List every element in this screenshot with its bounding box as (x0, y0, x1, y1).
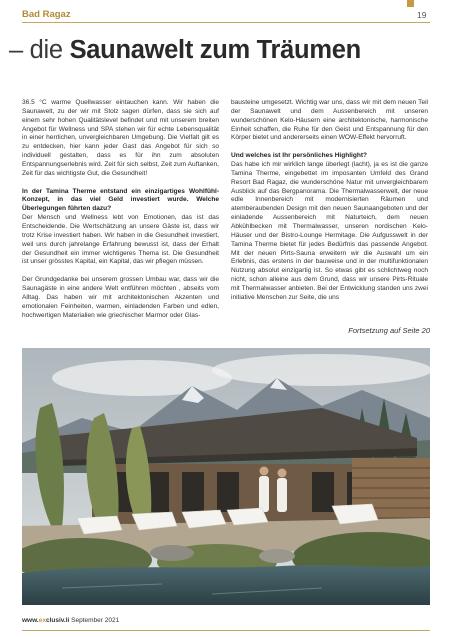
headline-prefix: – die (9, 36, 70, 64)
paragraph-text: bausteine umgesetzt. Wichtig war uns, dass wir mit dem neuen Teil der Saunawelt und dem Aussenbereich mit unseren wunderschönen Kelo-Häusern eine architektonische, harmonische Einheit schaffen, die Ruhe für den Geist und Entspannung für den Körper bietet und andererseits einen WOW-Effekt hervorruft. (231, 99, 428, 142)
section-label: Bad Ragaz (22, 9, 71, 20)
footer-url-prefix: www. (22, 617, 39, 624)
interview-block (22, 188, 219, 268)
continue-note: Fortsetzung auf Seite 20 (348, 326, 430, 335)
paragraph-text: Der Mensch und Wellness lebt von Emotionen, das ist das Entscheidende. Die Wertschätzung an unsere Gäste ist, dass wir trotz Krise investiert haben. Wir haben in die Gesundheit investiert, weil uns durch jahrelange Erfahrung bewusst ist, dass der Erhalt der Gesundheit ein immer wichtigeres Thema ist. Die Gesundheit ist unser grösstes Kapital, ein Kapital, das wir pflegen müssen. (22, 214, 219, 266)
paragraph-text: Der Grundgedanke bei unserem grossen Umbau war, dass wir die Saunagäste in eine andere Welt entführen möchten , abseits vom Alltag. Das haben wir mit architektonischen Akzenten und emotionalen Feinheiten, warmen, einladenden Farben und edlen, hochwertigen Materialien wie griechischer Marmor oder Glas- (22, 276, 219, 319)
top-rule (22, 22, 430, 23)
interview-question: Und welches ist Ihr persönliches Highlight? (231, 152, 368, 160)
paragraph-text: 36.5 °C warme Quellwasser eintauchen kann. Wir haben die Saunawelt, zu der wir mit Stolz sagen dürfen, dass sie sich auf einem sehr hohen Qualitätslevel befindet und mit unserem breiten Angebot für Wellness und SPA stehen wir für echte Lebensqualität in einer herrlichen, unvergleichbaren Umgebung. Die Vielfalt gilt es zu entdecken, hier kann jeder Gast das Angebot für sich so individuell gestalten, dass es für ihn zum absoluten Entspannungserlebnis wird. Zeit für sich selbst, Zeit zum Auftanken, Zeit für das wichtigste Gut, die Gesundheit! (22, 99, 219, 177)
accent-square (407, 0, 414, 7)
text-column-left (22, 99, 219, 329)
interview-question: In der Tamina Therme entstand ein einzigartiges Wohlfühl-Konzept, in das viel Geld investiert wurde. Welche Überlegungen führten dazu? (22, 187, 219, 213)
headline (9, 36, 361, 65)
footer-url-rest: clusiv.li (45, 617, 70, 624)
text-column-right (231, 99, 428, 312)
headline-title: Saunawelt zum Träumen (69, 36, 361, 64)
paragraph (22, 99, 219, 179)
sauna-garden-photo (22, 348, 430, 605)
paragraph (231, 99, 428, 143)
interview-block (231, 152, 428, 302)
bottom-rule (22, 630, 430, 631)
page-number: 19 (417, 10, 427, 20)
footer-url-ex: ex (38, 617, 46, 624)
footer (22, 617, 119, 624)
footer-issue: September 2021 (69, 617, 120, 624)
paragraph-text: Das habe ich mir wirklich lange überlegt (lacht), ja es ist die ganze Tamina Therme, eingebettet im imposanten Umfeld des Grand Resort Bad Ragaz, die wunderschöne Natur mit unvergleichbarem Ausblick auf das Bergpanorama. Die Thermalwasserwelt, der neue edle Innenbereich mit modernisierten Räumen und atemberaubenden Design mit den neuen Saunaangeboten und der einladende Aussenbereich mit Naturteich, dem neuen Abkühlbecken mit Thermalwasser, unseren nordischen Kelo-Häuser und der Bistro-Lounge Hermitage. Die Aufgusswelt in der Tamina Therme bietet für jedes Bedürfnis das passende Angebot. Mit der neuen Pirts-Sauna erweitern wir die Auswahl um ein Erlebnis, das erstens in der bauweise und in der multifunktionalen Nutzung absolut einzigartig ist. So etwas gibt es schlichtweg noch nicht, schon alleine aus dem Grund, dass wir unsere Pirts-Rituale mit Thermalwasser anbieten. Bei der Entwicklung standen uns zwei initiative Menschen zur Seite, die uns (231, 161, 428, 301)
paragraph (22, 276, 219, 320)
